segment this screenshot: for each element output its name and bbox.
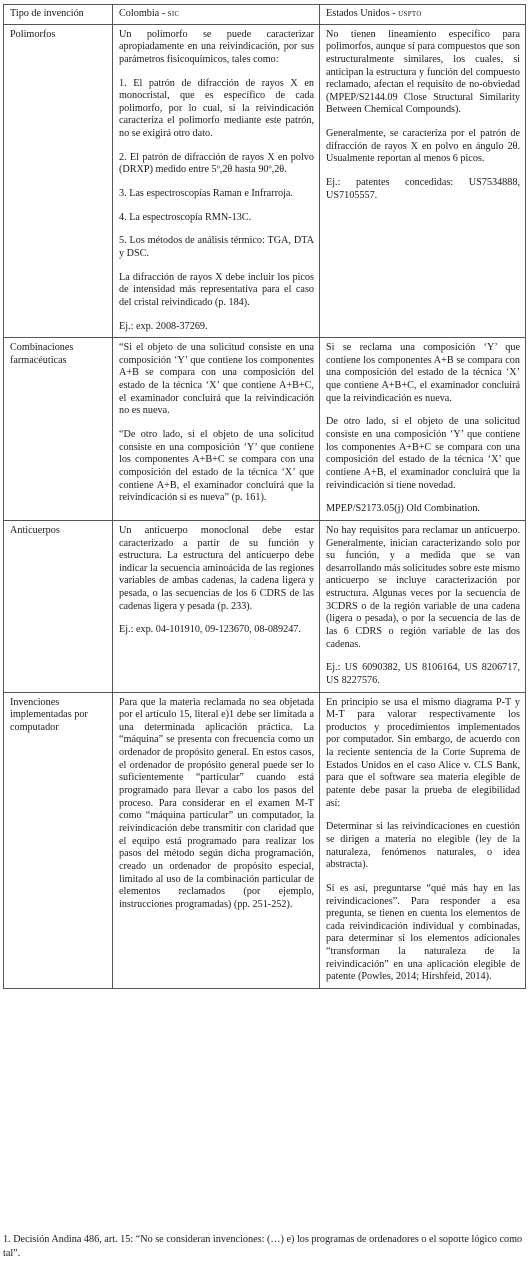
- table-row: [4, 520, 526, 692]
- usa-cell: [320, 338, 526, 521]
- paragraph: Generalmente, se caracteriza por el patrón de difracción de rayos X en polvo en ángulo 2θ. Usualmente reportan al menos 6 picos.: [326, 128, 520, 165]
- paragraph: 3. Las espectroscopías Raman e Infrarroja.: [119, 188, 293, 200]
- table-header-row: [4, 5, 526, 25]
- paragraph: Si se reclama una composición ‘Y’ que contiene los componentes A+B se compara con una composición del estado de la técnica ‘X’ que contiene A+B+C, el examinador concluirá que la reivindicación es nueva.: [326, 342, 520, 404]
- header-invention-type: Tipo de invención: [4, 5, 113, 25]
- invention-type-cell: Combinaciones farmacéuticas: [4, 338, 113, 521]
- paragraph: Determinar si las reivindicaciones en cuestión se dirigen a materia no elegible (ley de la naturaleza, fenómenos naturales, o idea abstracta).: [326, 821, 520, 871]
- colombia-cell: [113, 24, 320, 338]
- paragraph: Si es así, preguntarse “qué más hay en las reivindicaciones”. Para responder a esa pregunta, se tienen en cuenta los elementos de cada reivindicación individual y combinadas, para determinar si los elementos adicionales “transforman la naturaleza de la reivindicación” en una aplicación elegible de patente (Powles, 2014; Hirshfeid, 2014).: [326, 882, 520, 983]
- table-row: [4, 692, 526, 988]
- paragraph: “Si el objeto de una solicitud consiste en una composición ‘Y’ que contiene los componentes A+B se compara con una composición del estado de la técnica ‘X’ que contiene A+B+C, el examinador concluirá que la reivindicación no es nueva.: [119, 342, 314, 417]
- header-colombia: Colombia - sic: [113, 5, 320, 25]
- paragraph: Ej.: exp. 2008-37269.: [119, 320, 208, 332]
- paragraph: Un polimorfo se puede caracterizar apropiadamente en una reivindicación, por sus parámetros fisicoquímicos, tales como:: [119, 28, 314, 65]
- paragraph: Ej.: patentes concedidas: US7534888, US7105557.: [326, 177, 520, 201]
- colombia-cell: [113, 520, 320, 692]
- colombia-cell: [113, 692, 320, 988]
- invention-type-cell: Invenciones implementadas por computador: [4, 692, 113, 988]
- paragraph: 2. El patrón de difracción de rayos X en polvo (DRXP) medido entre 5º,2θ hasta 90º,2θ.: [119, 151, 314, 176]
- paragraph: Ej.: exp. 04-101910, 09-123670, 08-089247.: [119, 624, 301, 636]
- paragraph: La difracción de rayos X debe incluir los picos de intensidad más representativa para el caso del cristal reivindicado (p. 184).: [119, 271, 314, 308]
- paragraph: 4. La espectroscopía RMN-13C.: [119, 211, 252, 223]
- paragraph: 5. Los métodos de análisis térmico: TGA, DTA y DSC.: [119, 235, 314, 259]
- colombia-cell: [113, 338, 320, 521]
- usa-cell: [320, 24, 526, 338]
- paragraph: De otro lado, si el objeto de una solicitud consiste en una composición ‘Y’ que contiene los componentes A+B+C se compara con una composición del estado de la técnica ‘X’ que contiene A+B, el examinador concluirá que la reivindicación si tiene novedad.: [326, 416, 520, 491]
- paragraph: Para que la materia reclamada no sea objetada por el artículo 15, literal e)1 debe ser limitada a una determinada aplicación práctica. La “máquina” se presenta con frecuencia como un ordenador de propósito general. En estos casos, el ordenador de propósito general puede ser lo suficientemente “particular” cuando está programado para llevar a cabo los pasos del proceso. Para considerar en el examen M-T como “máquina particular” un computador, la reivindicación debe transmitir con claridad que el equipo está programado para realizar los pasos del método según dicha programación, creado un ordenador de propósito especial, limitado al uso de la combinación particular de elementos reclamados (por ejemplo, instrucciones programadas) (pp. 251-252).: [119, 696, 314, 910]
- document-page: [3, 4, 525, 989]
- invention-type-cell: Polimorfos: [4, 24, 113, 338]
- paragraph: No tienen lineamiento específico para polimorfos, aunque sí para compuestos que son estructuralmente similares, los cuales, si anticipan la estructura y función del compuesto reclamado, afectan el requisito de no-obviedad (MPEP/S2144.09 Close Structural Similarity Between Chemical Compounds).: [326, 28, 520, 116]
- paragraph: 1. El patrón de difracción de rayos X en monocristal, que es específico de cada polimorfo, por lo cual, si la reivindicación caracteriza el polimorfo mediante este patrón, no se exigirá otro dato.: [119, 77, 314, 140]
- table-row: [4, 338, 526, 521]
- usa-cell: [320, 692, 526, 988]
- paragraph: Ej.: US 6090382, US 8106164, US 8206717, US 8227576.: [326, 662, 520, 686]
- paragraph: Un anticuerpo monoclonal debe estar caracterizado a partir de su función y estructura. La estructura del anticuerpo debe indicar la secuencia aminoácida de las regiones variables de ambas cadenas, la cadena ligera y pesada, o las secuencias de los 6 CDRS de las cadenas ligera y pesada (p. 233).: [119, 524, 314, 612]
- usa-cell: [320, 520, 526, 692]
- invention-type-cell: Anticuerpos: [4, 520, 113, 692]
- paragraph: No hay requisitos para reclamar un anticuerpo. Generalmente, inician caracterizando solo por su función, y a medida que se van desarrollando más solicitudes sobre este mismo anticuerpo se incluye caracterización por estructura. Algunas veces por la secuencia de 3CDRS o de la región variable de una cadena (ligera o pesada), o por la secuencia de las de las 6 CDRS o región variable de las dos cadenas.: [326, 524, 520, 650]
- footnote: 1. Decisión Andina 486, art. 15: “No se consideran invenciones: (…) e) los programas de ordenadores o el soporte lógico como tal”.: [3, 1234, 523, 1259]
- table-row: [4, 24, 526, 338]
- comparison-table: [3, 4, 526, 989]
- header-usa: Estados Unidos - uspto: [320, 5, 526, 25]
- paragraph: “De otro lado, si el objeto de una solicitud consiste en una composición ‘Y’ que contiene los componentes A+B+C se compara con una composición del estado de la técnica ‘X’ que contiene A+B, el examinador concluirá que la reivindicación sí es nueva” (p. 161).: [119, 429, 314, 504]
- paragraph: En principio se usa el mismo diagrama P-T y M-T para valorar respectivamente los productos y procedimientos implementados por computador. Sin embargo, de acuerdo con la reciente sentencia de la Corte Suprema de Estados Unidos en el caso Alice v. CLS Bank, para que el software sea materia elegible de patente debe pasar la prueba de elegibilidad así:: [326, 696, 520, 809]
- paragraph: MPEP/S2173.05(j) Old Combination.: [326, 503, 480, 515]
